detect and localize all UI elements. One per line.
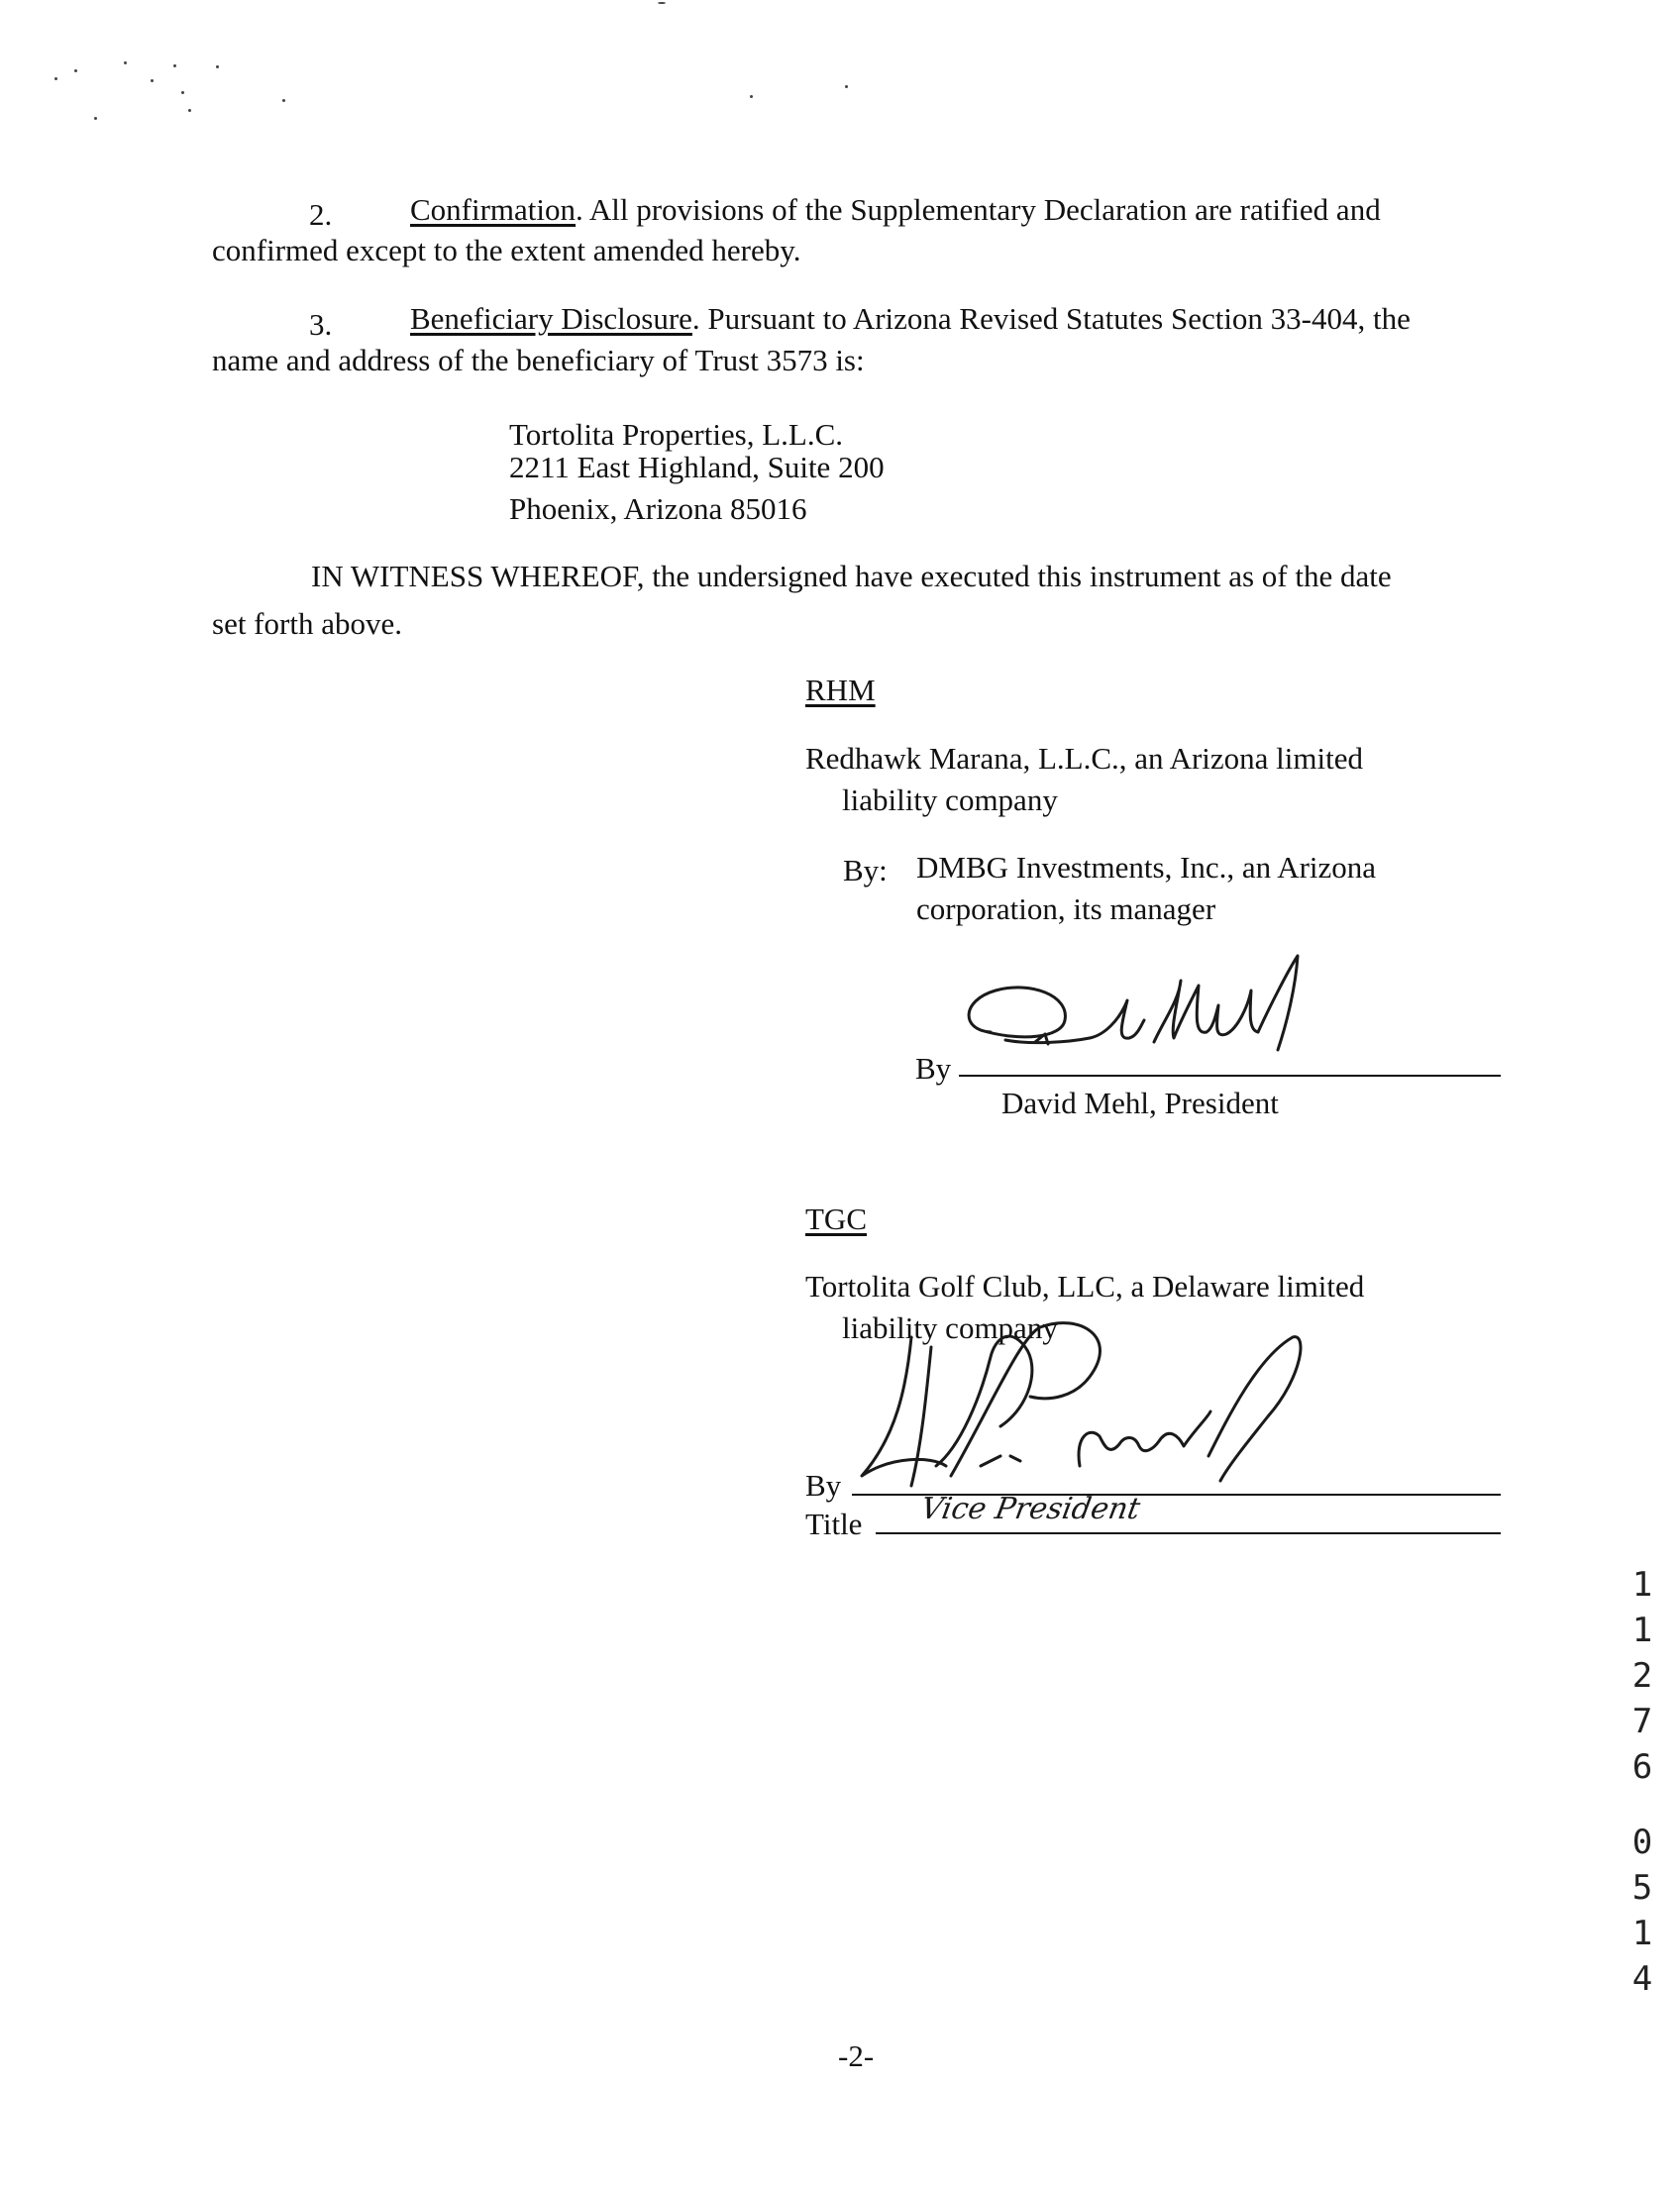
stamp-digit: 1: [1631, 1914, 1653, 1953]
side-stamp: [1625, 1562, 1660, 2002]
stamp-digit: 7: [1631, 1702, 1653, 1741]
para3-heading: Beneficiary Disclosure: [410, 301, 692, 336]
tgc-title-line: [876, 1532, 1501, 1534]
rhm-signatory: David Mehl, President: [1001, 1086, 1279, 1120]
stamp-digit: 1: [1631, 1565, 1653, 1605]
mehl-signature: [951, 951, 1367, 1085]
para3-line2: name and address of the beneficiary of Trust 3573 is:: [212, 343, 865, 377]
para2-heading: Confirmation: [410, 192, 577, 227]
para3-text: . Pursuant to Arizona Revised Statutes Section 33-404, the: [691, 301, 1411, 336]
stamp-digit: 5: [1631, 1868, 1653, 1908]
witness-line2: set forth above.: [212, 606, 402, 641]
stamp-digit: 6: [1631, 1747, 1653, 1787]
beneficiary-street: 2211 East Highland, Suite 200: [509, 450, 885, 484]
tgc-entity-line2: liability company: [842, 1310, 1058, 1345]
rhm-sign-by-label: By: [915, 1051, 952, 1086]
beneficiary-city: Phoenix, Arizona 85016: [509, 491, 807, 526]
rhm-entity-line2: liability company: [842, 782, 1058, 817]
rhm-by-label: By:: [843, 853, 888, 887]
rhm-manager-line2: corporation, its manager: [916, 891, 1216, 926]
para2-line2: confirmed except to the extent amended hereby.: [212, 233, 801, 267]
tgc-heading: TGC: [805, 1201, 867, 1236]
para2-text: . All provisions of the Supplementary Declaration are ratified and: [576, 192, 1381, 227]
para3-line1: [410, 298, 1411, 340]
para3-number: 3.: [309, 307, 333, 342]
witness-line1: IN WITNESS WHEREOF, the undersigned have executed this instrument as of the date: [311, 559, 1392, 593]
tgc-title-label: Title: [805, 1507, 863, 1541]
tgc-title-handwritten: Vice President: [918, 1492, 1143, 1526]
tgc-by-label: By: [805, 1468, 842, 1503]
rhm-heading: RHM: [805, 673, 876, 707]
beneficiary-name: Tortolita Properties, L.L.C.: [509, 417, 844, 452]
stamp-digit: 4: [1631, 1959, 1653, 1999]
rhm-entity-line1: Redhawk Marana, L.L.C., an Arizona limited: [805, 741, 1364, 776]
stamp-gap: [1625, 1790, 1660, 1820]
tgc-entity-line1: Tortolita Golf Club, LLC, a Delaware limited: [805, 1269, 1365, 1304]
para2-number: 2.: [309, 197, 333, 232]
rhm-manager-line1: DMBG Investments, Inc., an Arizona: [916, 850, 1377, 885]
para2-line1: [410, 189, 1381, 231]
rhm-signature-line: [959, 1075, 1501, 1077]
stamp-digit: 1: [1631, 1611, 1653, 1650]
stamp-digit: 2: [1631, 1656, 1653, 1696]
stamp-digit: 0: [1631, 1823, 1653, 1862]
page-number: -2-: [838, 2038, 875, 2073]
